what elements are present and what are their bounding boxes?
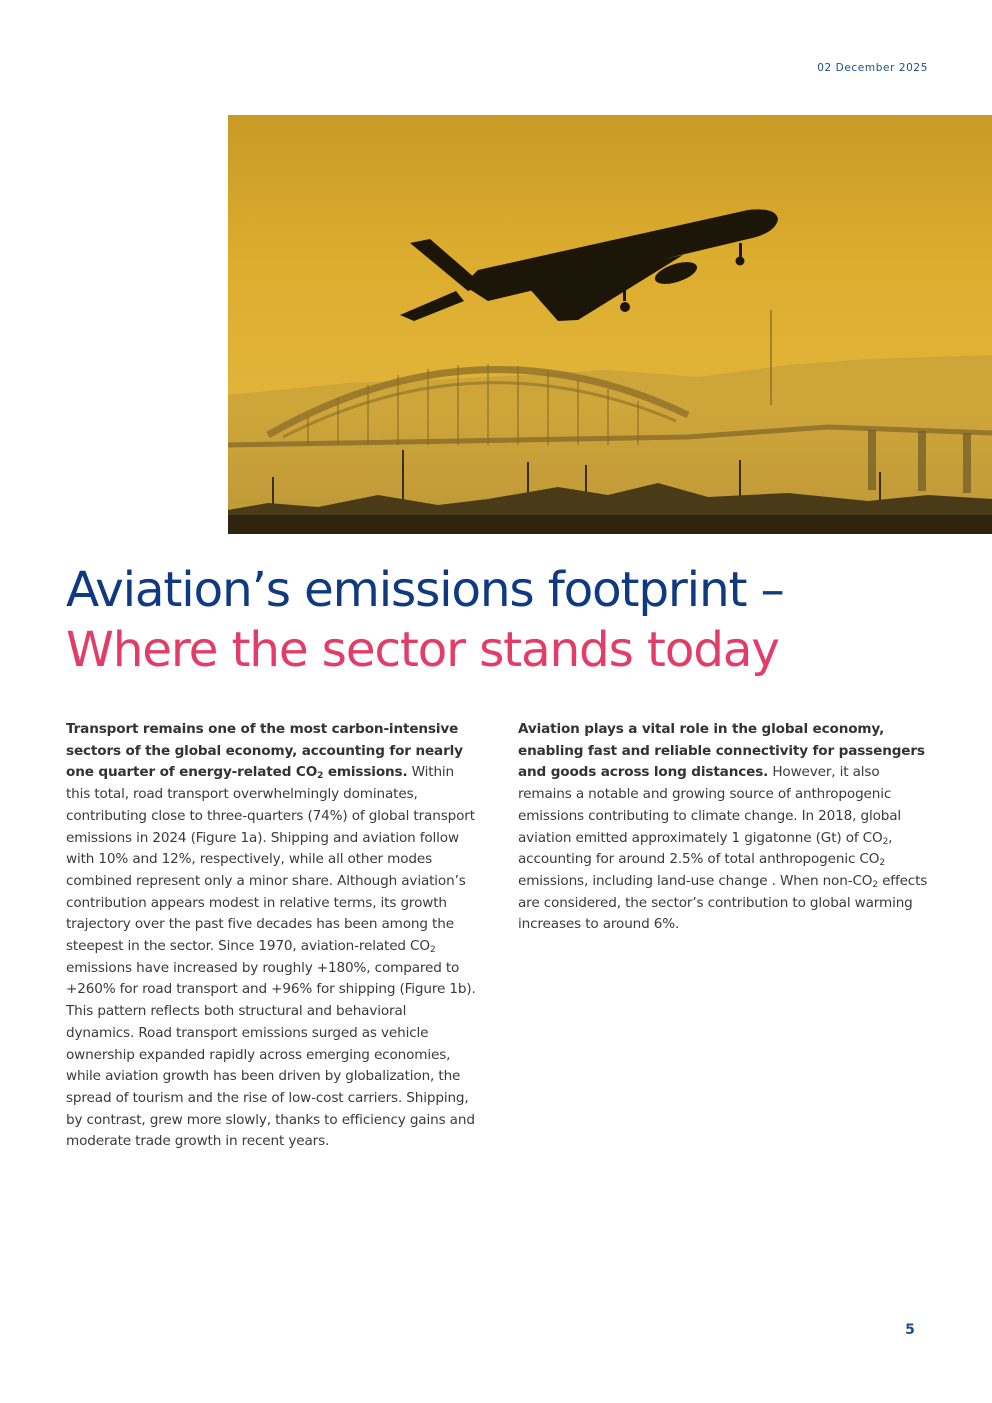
title-line-1: Aviation’s emissions footprint – bbox=[66, 562, 784, 618]
lead-bold-text: Aviation plays a vital role in the global economy, enabling fast and reliable connectivity for passengers and goods across long distances. bbox=[518, 721, 925, 781]
document-date: 02 December 2025 bbox=[817, 62, 928, 74]
left-paragraph-1: Transport remains one of the most carbon-intensive sectors of the global economy, accounting for nearly one quarter of energy-related $CO_2$ emissions. Within this total, road transport overwhelmingly dominates, contributing close to three-quarters (74%) of global transport emissions in 2024 (Figure 1a). Shipping and aviation follow with 10% and 12%, respectively, while all other modes combined represent only a minor share. Although aviation’s contribution appears modest in relative terms, its growth trajectory over the past five decades has been among the steepest in the sector. Since 1970, aviation-related $CO_2$ emissions have increased by roughly +180%, compared to +260% for road transport and +96% for shipping (Figure 1b). bbox=[66, 721, 476, 998]
title-line-2: Where the sector stands today bbox=[66, 622, 779, 678]
left-column bbox=[66, 719, 476, 1153]
right-column bbox=[518, 719, 928, 936]
lead-bold-text: Transport remains one of the most carbon-intensive sectors of the global economy, accounting for nearly one quarter of energy-related $CO_2$ emissions. bbox=[66, 721, 463, 782]
hero-photo bbox=[228, 115, 992, 534]
right-paragraph-1: Aviation plays a vital role in the global economy, enabling fast and reliable connectivity for passengers and goods across long distances. However, it also remains a notable and growing source of anthropogenic emissions contributing to climate change. In 2018, global aviation emitted approximately 1 gigatonne (Gt) of $CO_2$, accounting for around 2.5% of total anthropogenic $CO_2$ emissions, including land-use change . When non-$CO_2$ effects are considered, the sector’s contribution to global warming increases to around 6%. bbox=[518, 721, 928, 933]
page-number: 5 bbox=[905, 1322, 915, 1338]
left-paragraph-2: This pattern reflects both structural and behavioral dynamics. Road transport emissions surged as vehicle ownership expanded rapidly across emerging economies, while aviation growth has been driven by globalization, the spread of tourism and the rise of low-cost carriers. Shipping, by contrast, grew more slowly, thanks to efficiency gains and moderate trade growth in recent years. bbox=[66, 1003, 475, 1150]
airplane-over-bridge-icon bbox=[228, 115, 992, 534]
page-title bbox=[66, 560, 946, 680]
